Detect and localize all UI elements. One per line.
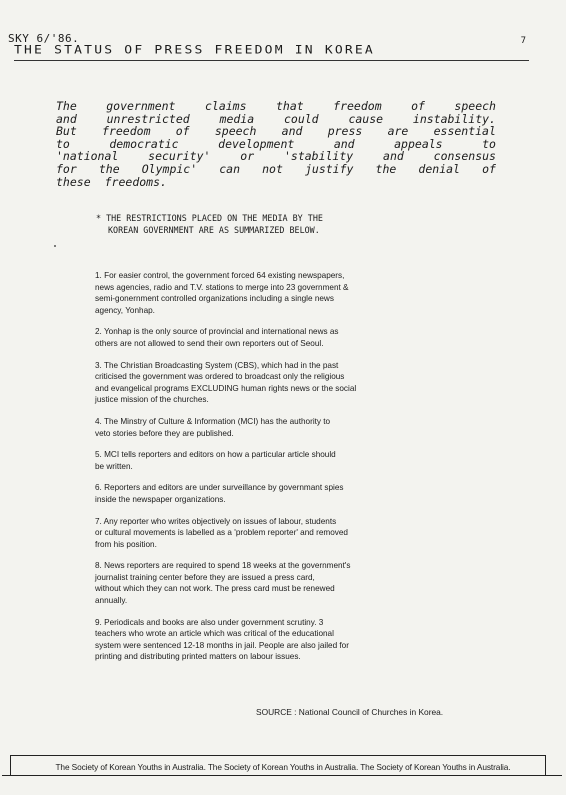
statement-word: speech xyxy=(454,99,496,113)
restriction-line: be written. xyxy=(95,461,133,471)
restriction-line: justice mission of the churches. xyxy=(95,395,209,405)
statement-word: could xyxy=(283,111,319,126)
statement-word: Olympic' xyxy=(141,161,198,176)
statement-word: media xyxy=(219,111,255,126)
restriction-line: printing and distributing printed matters on labour issues. xyxy=(95,652,301,662)
statement-word: appeals xyxy=(394,136,443,151)
restriction-line: teachers who wrote an article which was critical of the educational xyxy=(95,629,334,639)
restrictions-list xyxy=(95,270,440,673)
statement-word: democratic xyxy=(109,136,179,151)
restriction-item xyxy=(95,617,440,663)
restriction-item xyxy=(95,482,440,505)
title-underline xyxy=(14,60,529,61)
restriction-line: 7. Any reporter who writes objectively on issues of labour, students xyxy=(95,516,337,526)
restriction-line: annually. xyxy=(95,596,128,606)
statement-word: speech xyxy=(214,124,257,139)
restriction-line: 2. Yonhap is the only source of provincial and international news as xyxy=(95,327,339,337)
restriction-line: 8. News reporters are required to spend 18 weeks at the government's xyxy=(95,561,351,571)
statement-word: government xyxy=(106,99,176,113)
statement-word: can xyxy=(219,161,241,176)
restriction-line: semi-gonernment controlled organizations including a single news xyxy=(95,294,334,304)
statement-word: freedom xyxy=(333,99,382,113)
statement-word: justify xyxy=(304,161,354,176)
statement-word: unrestricted xyxy=(106,111,190,126)
restriction-line: or cultural movements is labelled as a 'problem reporter' and removed xyxy=(95,528,348,538)
statement-line xyxy=(56,176,496,189)
statement-word: But xyxy=(56,124,77,139)
intro-line: * THE RESTRICTIONS PLACED ON THE MEDIA BY THE xyxy=(96,213,323,223)
restriction-item xyxy=(95,270,440,316)
restriction-item xyxy=(95,416,440,439)
page-number: 7 xyxy=(520,36,526,46)
restriction-line: agency, Yonhap. xyxy=(95,305,155,315)
restriction-line: 5. MCI tells reporters and editors on how a particular article should xyxy=(95,450,336,460)
restriction-line: without which they can not work. The press card must be renewed xyxy=(95,584,335,594)
statement-word: to xyxy=(482,136,496,151)
statement-word: claims xyxy=(204,99,247,113)
statement-word: essential xyxy=(433,124,496,139)
scan-speck xyxy=(54,245,56,247)
statement-word: security' xyxy=(148,149,211,164)
lead-statement xyxy=(56,100,496,188)
statement-word: to xyxy=(56,136,70,151)
restriction-line: system were sentenced 12-18 months in jail. People are also jailed for xyxy=(95,640,349,650)
statement-word: of xyxy=(482,161,496,176)
issue-tag: SKY 6/'86. xyxy=(8,32,80,45)
page-title: THE STATUS OF PRESS FREEDOM IN KOREA xyxy=(14,43,375,58)
statement-word: these xyxy=(56,174,91,189)
statement-word: and xyxy=(281,124,303,139)
statement-word: freedoms. xyxy=(104,174,167,189)
intro-heading xyxy=(96,212,396,236)
restriction-line: 9. Periodicals and books are also under government scrutiny. 3 xyxy=(95,617,324,627)
statement-word: denial xyxy=(418,161,460,176)
statement-word: of xyxy=(411,99,425,113)
statement-word: of xyxy=(175,124,190,139)
statement-word: cause xyxy=(348,111,384,126)
statement-word: are xyxy=(387,124,409,139)
statement-line xyxy=(56,125,496,138)
restriction-item xyxy=(95,560,440,606)
statement-word: or xyxy=(240,149,255,164)
statement-word: that xyxy=(275,99,304,113)
restriction-line: criticised the government was ordered to broadcast only the religious xyxy=(95,372,345,382)
statement-word: development xyxy=(218,136,295,151)
statement-word: the xyxy=(98,161,120,176)
statement-word: and xyxy=(56,111,77,126)
statement-word: freedom xyxy=(102,124,151,139)
source-citation: SOURCE : National Council of Churches in Korea. xyxy=(256,707,444,717)
statement-word: the xyxy=(375,161,397,176)
restriction-line: veto stories before they are published. xyxy=(95,428,234,438)
restriction-line: others are not allowed to send their own reporters out of Seoul. xyxy=(95,338,324,348)
restriction-item xyxy=(95,516,440,551)
statement-word: not xyxy=(262,161,283,176)
statement-line xyxy=(56,100,496,113)
statement-word: 'national xyxy=(56,149,119,164)
statement-word: The xyxy=(56,99,77,113)
restriction-item xyxy=(95,360,440,406)
statement-word: and xyxy=(333,136,355,151)
restriction-line: 4. The Minstry of Culture & Information (MCI) has the authority to xyxy=(95,416,331,426)
restriction-line: 1. For easier control, the government forced 64 existing newspapers, xyxy=(95,271,345,280)
restriction-item xyxy=(95,326,440,349)
statement-word: consensus xyxy=(433,149,496,164)
footer-rule xyxy=(2,775,562,776)
restriction-line: 6. Reporters and editors are under surveillance by governmant spies xyxy=(95,483,344,493)
statement-line xyxy=(56,163,496,176)
statement-word: instability. xyxy=(412,111,496,126)
statement-line xyxy=(56,138,496,151)
restriction-line: news agencies, radio and T.V. stations to merge into 23 government & xyxy=(95,282,349,292)
statement-word: 'stability xyxy=(283,149,354,164)
restriction-item xyxy=(95,449,440,472)
restriction-line: and evangelical programs EXCLUDING human rights news or the social xyxy=(95,383,357,393)
restriction-line: inside the newspaper organizations. xyxy=(95,494,226,504)
footer-text: The Society of Korean Youths in Australia. The Society of Korean Youths in Australia. The Society of Korean Youths in Australia. xyxy=(55,762,511,772)
restriction-line: journalist training center before they are issued a press card, xyxy=(95,572,315,582)
restriction-line: from his position. xyxy=(95,539,157,549)
intro-line: KOREAN GOVERNMENT ARE AS SUMMARIZED BELOW. xyxy=(108,225,320,235)
statement-word: for xyxy=(56,161,77,176)
restriction-line: 3. The Christian Broadcasting System (CBS), which had in the past xyxy=(95,360,339,370)
statement-word: and xyxy=(383,149,404,164)
statement-word: press xyxy=(327,124,363,139)
